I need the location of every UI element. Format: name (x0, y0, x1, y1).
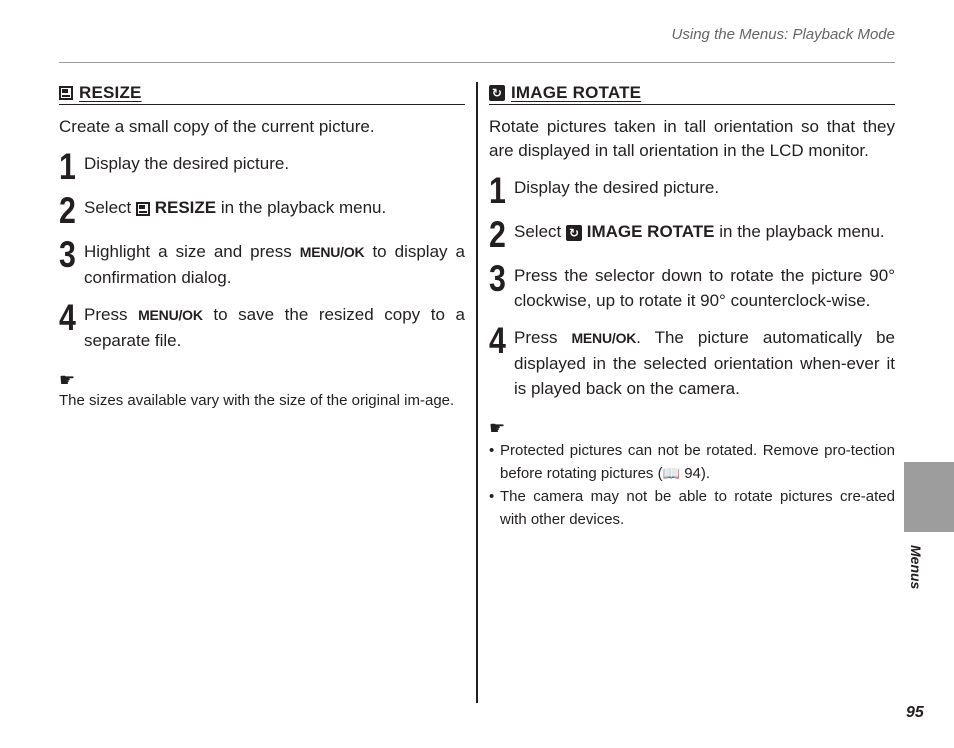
rotate-step-2 (489, 214, 895, 255)
section-tab-label: Menus (908, 545, 924, 590)
rotate-heading (489, 82, 895, 105)
page-reference: 94). (680, 465, 711, 482)
menu-ok-key: MENU/OK (299, 244, 365, 260)
step-text (84, 239, 465, 290)
step-text-post: in the playback menu. (714, 222, 885, 241)
resize-step-3 (59, 234, 465, 290)
step-number: 2 (489, 214, 506, 255)
resize-title: RESIZE (79, 83, 142, 102)
rotate-step-3 (489, 258, 895, 313)
note-text-pre: Protected pictures can not be rotated. Remove pro-tection before rotating pictures ( (500, 442, 895, 482)
step-number: 2 (59, 190, 76, 231)
step-text-pre: Press (84, 305, 139, 324)
step-text: Display the desired picture. (514, 178, 720, 197)
menu-item-image-rotate: IMAGE ROTATE (586, 222, 715, 241)
rotate-note-item (489, 485, 895, 531)
running-header: Using the Menus: Playback Mode (671, 26, 895, 43)
step-text (514, 219, 895, 244)
step-text-post: in the playback menu. (216, 198, 387, 217)
step-text-post: . The picture automatically be displayed in the selected orientation when-ever it is played back on the camera. (514, 328, 895, 398)
step-number: 4 (489, 320, 506, 361)
menu-ok-key: MENU/OK (138, 307, 203, 323)
rotate-icon: ↻ (566, 225, 582, 241)
column-divider (476, 82, 478, 703)
rotate-section (489, 82, 895, 531)
resize-step-4 (59, 297, 466, 353)
step-text (84, 195, 465, 220)
note-text: The camera may not be able to rotate pictures cre-ated with other devices. (500, 488, 895, 528)
resize-heading (59, 82, 465, 105)
resize-note: The sizes available vary with the size of the original im-age. (59, 392, 455, 409)
resize-intro: Create a small copy of the current picture. (59, 117, 375, 136)
header-rule (59, 62, 895, 63)
rotate-step-1 (489, 170, 895, 211)
resize-icon (136, 202, 150, 216)
resize-step-1 (59, 146, 465, 187)
rotate-notes (489, 439, 895, 531)
rotate-icon: ↻ (489, 85, 505, 101)
rotate-step-4 (489, 320, 895, 401)
step-number: 3 (489, 258, 506, 299)
menu-item-resize: RESIZE (154, 198, 217, 217)
rotate-title: IMAGE ROTATE (511, 83, 642, 102)
step-number: 1 (59, 146, 76, 187)
step-text: Press the selector down to rotate the picture 90° clockwise, up to rotate it 90° counterclock-wise. (514, 266, 895, 310)
page-number: 95 (906, 704, 924, 721)
step-number: 3 (59, 234, 76, 275)
step-number: 4 (59, 297, 76, 338)
step-text-pre: Select (84, 198, 136, 217)
step-text (514, 325, 895, 401)
step-text (84, 302, 465, 353)
rotate-intro: Rotate pictures taken in tall orientation so that they are displayed in tall orientation in the LCD monitor. (489, 117, 895, 160)
step-text: Display the desired picture. (84, 154, 290, 173)
note-pointer-icon: ☛ (489, 418, 506, 438)
step-number: 1 (489, 170, 506, 211)
step-text-pre: Press (514, 328, 572, 347)
step-text-post: to save the resized copy to a separate file. (84, 305, 466, 350)
book-icon: 📖 (662, 465, 681, 481)
resize-step-2 (59, 190, 465, 231)
step-text-pre: Select (514, 222, 566, 241)
resize-icon (59, 86, 73, 100)
step-text-pre: Highlight a size and press (84, 242, 300, 261)
step-text-post: to display a confirmation dialog. (84, 242, 465, 287)
section-tab (904, 462, 954, 532)
menu-ok-key: MENU/OK (571, 330, 637, 346)
rotate-note-item (489, 439, 895, 485)
note-pointer-icon: ☛ (59, 370, 76, 390)
resize-section (59, 82, 465, 412)
